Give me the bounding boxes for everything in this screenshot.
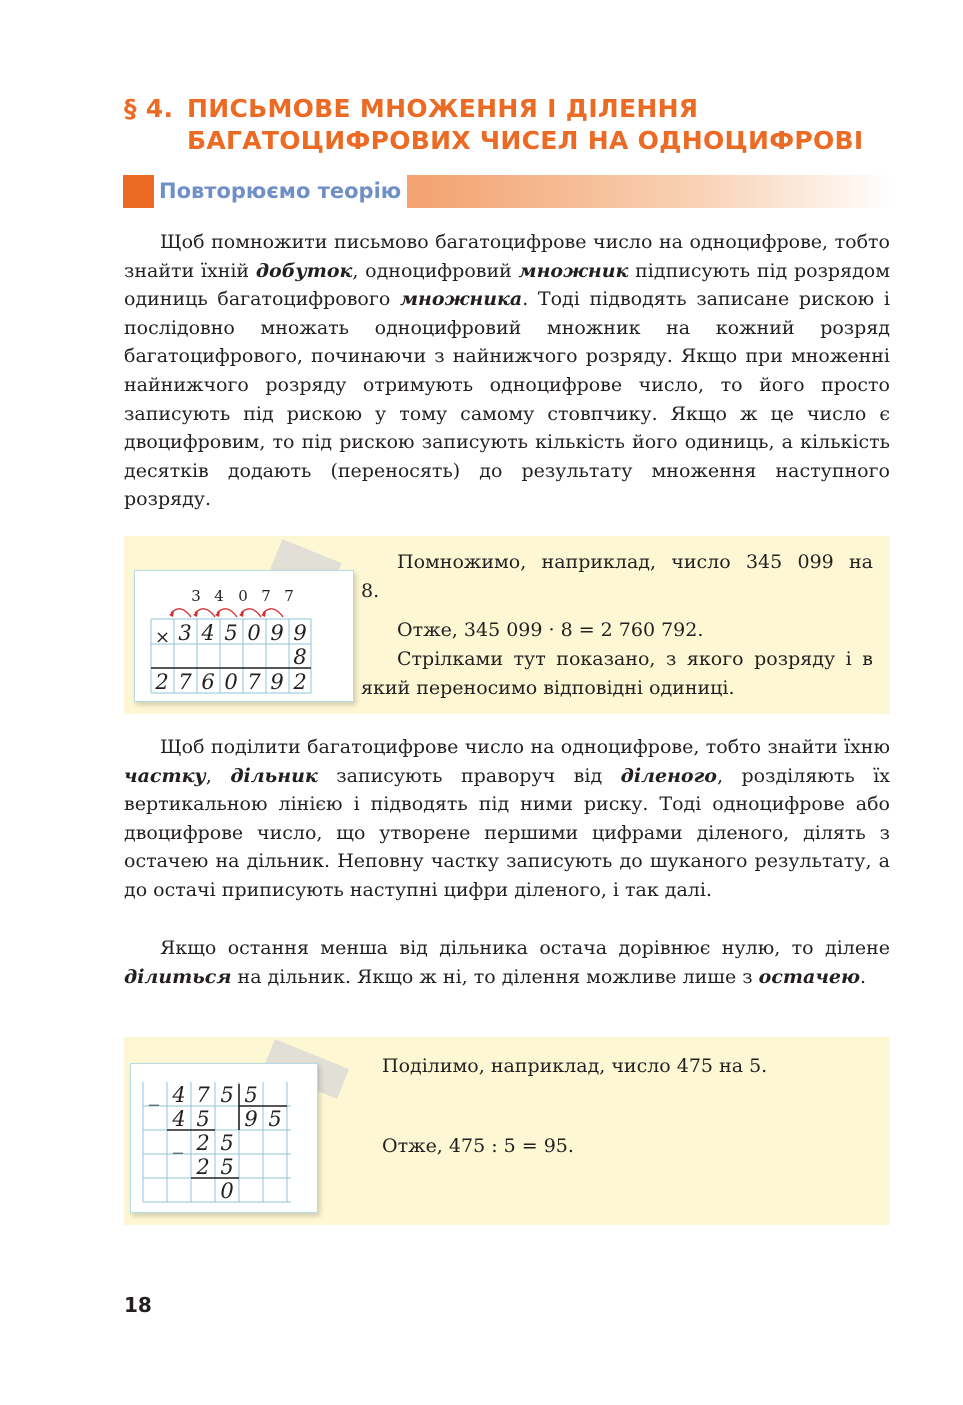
- remainder-digit: 5: [220, 1131, 234, 1155]
- remainder-digit: 2: [196, 1131, 210, 1155]
- section-title-text-1: ПИСЬМОВЕ МНОЖЕННЯ І ДІЛЕННЯ: [187, 94, 699, 123]
- multiplicand-digit: 0: [247, 621, 261, 645]
- example2-result: Отже, 475 : 5 = 95.: [382, 1135, 574, 1157]
- term-divisor: дільник: [230, 764, 318, 787]
- final-remainder-digit: 0: [220, 1179, 234, 1203]
- division-digits: [171, 1083, 281, 1203]
- multiplicand-digit: 4: [201, 621, 215, 645]
- multiplication-theory-paragraph: [124, 228, 890, 514]
- term-divisible: ділиться: [124, 965, 232, 988]
- quotient-digit: 9: [244, 1107, 258, 1131]
- theory-label-background: [154, 175, 407, 208]
- para1-text-3: підписують під розрядом одиниць багатоцифрового: [124, 259, 890, 311]
- product-digit: 7: [178, 670, 192, 694]
- carry-arrows: [171, 609, 283, 617]
- term-quotient: частку: [124, 764, 206, 787]
- carry-arrow: [263, 609, 283, 617]
- term-multiplicand: множника: [399, 288, 523, 311]
- multiplicand-digit: 3: [178, 621, 192, 645]
- para2-text-3: записують праворуч від: [317, 764, 621, 787]
- multiplicand-digit: 9: [293, 621, 307, 645]
- quotient-digit: 5: [268, 1107, 282, 1131]
- multiplicand-digit: 5: [224, 621, 238, 645]
- carry-arrow: [241, 609, 261, 617]
- product-digit: 2: [293, 670, 307, 694]
- product-digit: 9: [270, 670, 284, 694]
- divisor-digit: 5: [244, 1083, 258, 1107]
- example1-intro: Помножимо, наприклад, число 345 099 на 8.: [361, 551, 873, 602]
- divisibility-paragraph: [124, 934, 890, 991]
- division-card: [130, 1063, 318, 1213]
- section-title-line-1: [124, 94, 698, 123]
- minus-sign: _: [173, 1130, 183, 1154]
- carry-arrow: [171, 609, 191, 617]
- multiply-sign: ×: [155, 627, 171, 648]
- dividend-digit: 5: [220, 1083, 234, 1107]
- carry-digit: 7: [261, 587, 271, 605]
- subtrahend-digit: 5: [220, 1155, 234, 1179]
- term-remainder: остачею: [758, 965, 861, 988]
- product-digits: [154, 670, 306, 694]
- subtrahend-digit: 2: [196, 1155, 210, 1179]
- multiplication-column-diagram: [135, 571, 353, 701]
- carry-digit: 4: [214, 587, 224, 605]
- division-example-box: [124, 1037, 890, 1225]
- term-multiplier: множник: [518, 259, 629, 282]
- para3-text-3: .: [860, 965, 867, 988]
- para1-text-2: , одноцифровий: [352, 259, 519, 282]
- subtrahend-digit: 4: [172, 1107, 186, 1131]
- para2-text-2: ,: [205, 764, 231, 787]
- carry-digits: [191, 587, 294, 605]
- theory-header-bar: [123, 175, 893, 208]
- example1-result: Отже, 345 099 · 8 = 2 760 792.: [397, 619, 704, 641]
- example2-intro: Поділимо, наприклад, число 475 на 5.: [382, 1055, 768, 1077]
- multiplicand-digit: 9: [270, 621, 284, 645]
- theory-label: Повторюємо теорію: [159, 179, 402, 203]
- term-product: добуток: [255, 259, 353, 282]
- section-title-line-2: БАГАТОЦИФРОВИХ ЧИСЕЛ НА ОДНОЦИФРОВІ: [187, 126, 864, 155]
- product-digit: 6: [201, 670, 215, 694]
- carry-arrow: [217, 609, 237, 617]
- dividend-digit: 4: [172, 1083, 186, 1107]
- theory-marker-square: [123, 175, 154, 208]
- division-column-diagram: [131, 1064, 317, 1212]
- carry-digit: 3: [191, 587, 201, 605]
- carry-digit: 7: [284, 587, 294, 605]
- multiplier-digit: 8: [293, 645, 307, 669]
- product-digit: 2: [155, 670, 169, 694]
- product-digit: 0: [224, 670, 238, 694]
- minus-sign: _: [149, 1082, 159, 1106]
- para1-text-1: Щоб помножити письмово багатоцифрове число на одноцифрове, тобто знайти їхній: [124, 231, 890, 282]
- para1-text-4: . Тоді підводять записане рискою і послідовно множать одноцифровий множник на кожний розряд багатоцифрового, починаючи з найнижчого розряду. Якщо при множенні найнижчого розряду отримують одноцифрове число, то його просто записують під рискою у тому самому стовпчику. Якщо ж це число є двоцифровим, то під рискою записують кількість його одиниць, а кількість десятків додають (переносять) до результату множення наступного розряду.: [124, 288, 890, 511]
- example1-arrows-note: Стрілками тут показано, з якого розряду і в який переносимо відповідні одиниці.: [361, 648, 873, 699]
- para2-text-4: , розділяють їх вертикальною лінією і підводять під ними риску. Тоді одноцифрове або двоцифрове число, що утворене першими цифрами діленого, ділять з остачею на дільник. Неповну частку записують до шуканого результату, а до остачі приписують наступні цифри діленого, і так далі.: [124, 764, 890, 901]
- dividend-digit: 7: [196, 1083, 210, 1107]
- multiplication-card: [134, 570, 354, 702]
- section-number: § 4.: [124, 94, 174, 123]
- division-grid: [143, 1082, 291, 1202]
- subtrahend-digit: 5: [196, 1107, 210, 1131]
- para2-text-1: Щоб поділити багатоцифрове число на одноцифрове, тобто знайти їхню: [160, 736, 890, 758]
- multiplication-example-box: [124, 536, 890, 714]
- carry-arrow: [195, 609, 215, 617]
- page-number: 18: [124, 1293, 152, 1317]
- para3-text-1: Якщо остання менша від дільника остача дорівнює нулю, то ділене: [160, 937, 890, 959]
- division-theory-paragraph: [124, 733, 890, 905]
- term-dividend: діленого: [620, 764, 717, 787]
- carry-digit: 0: [238, 587, 248, 605]
- product-digit: 7: [247, 670, 261, 694]
- para3-text-2: на дільник. Якщо ж ні, то ділення можливе лише з: [231, 965, 759, 988]
